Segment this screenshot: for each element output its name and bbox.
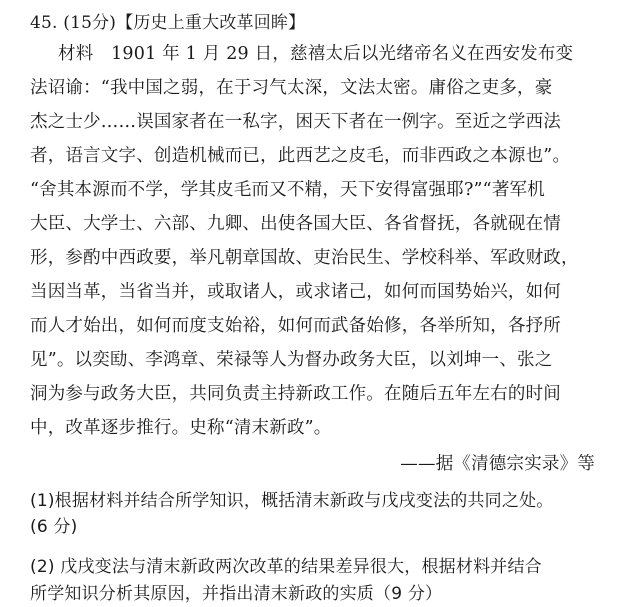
material-line: 当因当革，当省当并，或取诸人，或求诸己，如何而国势始兴，如何 (30, 282, 561, 302)
material-line: 形，参酌中西政要，举凡朝章国故、吏治民生、学校科举、军政财政， (30, 248, 579, 268)
sub-question-2: (2) 戊戌变法与清末新政两次改革的结果差异很大，根据材料并结合 (30, 557, 542, 577)
material-source: ——据《清德宗实录》等 (400, 454, 595, 474)
material-line: 法诏谕：“我中国之弱，在于习气太深，文法太密。庸俗之吏多，豪 (30, 78, 553, 98)
material-line: “舍其本源而不学，学其皮毛而又不精，天下安得富强耶?”“著军机 (30, 180, 545, 200)
sub-question-2-cont: 所学知识分析其原因，并指出清末新政的实质（9 分） (30, 584, 443, 604)
material-line: 杰之士少……误国家者在一私字，困天下者在一例字。至近之学西法 (30, 112, 561, 132)
question-header: 45. (15分)【历史上重大改革回眸】 (30, 13, 306, 33)
material-line: 见”。以奕劻、李鸿章、荣禄等人为督办政务大臣，以刘坤一、张之 (30, 350, 553, 370)
sub-question-1-score: (6 分) (30, 517, 78, 537)
material-line: 材料 1901 年 1 月 29 日，慈禧太后以光绪帝名义在西安发布变 (58, 44, 574, 64)
material-line: 中，改革逐步推行。史称“清末新政”。 (30, 418, 332, 438)
sub-question-1: (1)根据材料并结合所学知识，概括清末新政与戊戌变法的共同之处。 (30, 491, 554, 511)
material-line: 洞为参与政务大臣，共同负责主持新政工作。在随后五年左右的时间 (30, 384, 561, 404)
material-line: 大臣、大学士、六部、九卿、出使各国大臣、各省督抚，各就砚在情 (30, 214, 561, 234)
material-line: 而人才始出，如何而度支始裕，如何而武备始修，各举所知，各抒所 (30, 316, 561, 336)
material-line: 者，语言文字、创造机械而已，此西艺之皮毛，而非西政之本源也”。 (30, 146, 571, 166)
